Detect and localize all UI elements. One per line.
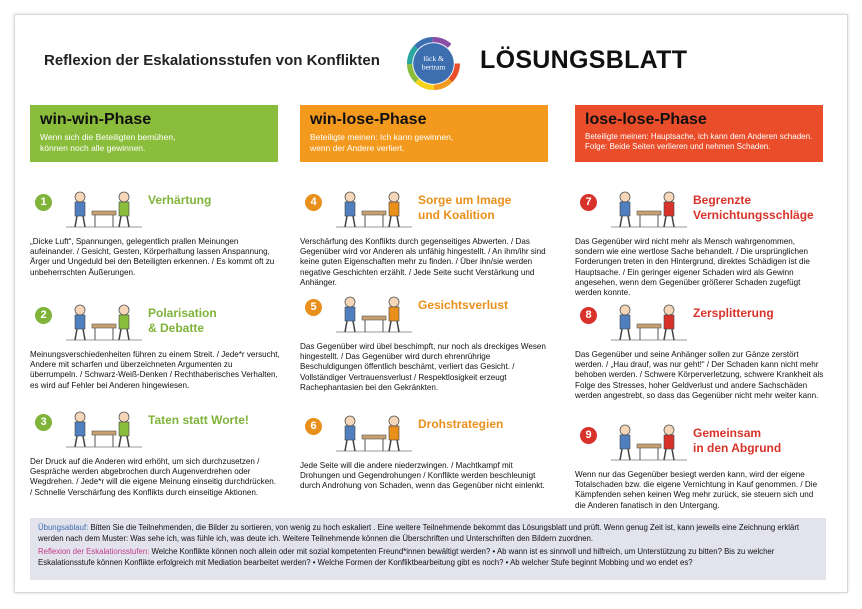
stage-title: Gemeinsam in den Abgrund bbox=[693, 426, 782, 455]
stage-number: 7 bbox=[580, 194, 597, 211]
stage-1 bbox=[30, 183, 280, 278]
stage-title: Zersplitterung bbox=[693, 306, 774, 320]
stage-description: Das Gegenüber und seine Anhänger sollen zur Gänze zerstört werden. / „Hau drauf, was nur geht!“ / Der Schaden kann nicht mehr behoben werden. / Schwere Körperverletzung, schwere Krankheit als Folge des Stresses, hoher Geldverlust und andere Sachschäden werden angestrebt, so dass das Gegenüber nicht mehr weiter kann. bbox=[575, 350, 824, 400]
stage-number: 9 bbox=[580, 427, 597, 444]
phase-column-win-win bbox=[30, 105, 278, 162]
phase-header bbox=[300, 105, 548, 162]
stage-illustration bbox=[62, 185, 146, 231]
stage-illustration bbox=[332, 185, 416, 231]
stage-description: Der Druck auf die Anderen wird erhöht, um sich durchzusetzen / Gespräche werden abgebrochen durch Augenverdrehen oder Wegdrehen. / Jede*r will die eigene Meinung einseitig durchdrücken. / Schnelle Verschärfung des Konflikts durch einseitige Aktionen. bbox=[30, 457, 276, 497]
stage-illustration bbox=[332, 290, 416, 336]
instructions-box bbox=[30, 518, 826, 580]
stage-title: Drohstrategien bbox=[418, 417, 504, 431]
stage-illustration bbox=[62, 298, 146, 344]
stage-4 bbox=[300, 183, 550, 288]
svg-text:lück &: lück & bbox=[423, 53, 444, 63]
exercise-instructions: Übungsablauf: Bitten Sie die Teilnehmenden, die Bilder zu sortieren, von wenig zu hoch eskaliert . Eine weitere Teilnehmende bekommt das Lösungsblatt und prüft. Wenn genug Zeit ist, kann jeweils eine Zeichnung erklärt werden nach dem Muster: Was sehe ich, was fühle ich, was deute ich. Weitere Teilnehmende können die Überschriften und Unterschriften den Bildern zuordnen. bbox=[38, 523, 800, 543]
phase-header bbox=[575, 105, 823, 162]
stage-description: Das Gegenüber wird übel beschimpft, nur noch als dreckiges Wesen hingestellt. / Das Gegenüber wird durch ehrenrührige Beschuldigungen öffentlich beschämt, verliert das Gesicht. / Vollständiger Vertrauensverlust / Respektlosigkeit erzeugt Rachephantasien bei den Gekränkten. bbox=[300, 342, 546, 392]
stage-description: „Dicke Luft“, Spannungen, gelegentlich prallen Meinungen aufeinander. / Gesicht, Gesten, Körperhaltung lassen Anspannung, Ärger und Ungeduld bei den Beteiligten erkennen. / Es kommt oft zu unbeherrschten Äußerungen. bbox=[30, 237, 275, 277]
stage-number: 1 bbox=[35, 194, 52, 211]
stage-description: Das Gegenüber wird nicht mehr als Mensch wahrgenommen, sondern wie eine wertlose Sache behandelt. / Die ursprünglichen Forderungen treten in den Hintergrund, direktes Schädigen ist die Hauptsache. / Ein geringer eigener Schaden wird als Gewinn angesehen, wenn dem Gegenüber größerer Schaden zugefügt werden konnte. bbox=[575, 237, 810, 298]
stage-illustration bbox=[607, 418, 691, 464]
phase-column-win-lose bbox=[300, 105, 548, 162]
stage-number: 5 bbox=[305, 299, 322, 316]
stage-description: Meinungsverschiedenheiten führen zu einem Streit. / Jede*r versucht, Andere mit scharfen und überzeichneten Argumenten zu überrumpeln. / Schwarz-Weiß-Denken / Rechthaberisches Verhalten, es wird auf Fehler bei Anderen hingewiesen. bbox=[30, 350, 280, 390]
phase-header bbox=[30, 105, 278, 162]
stage-title: Begrenzte Vernichtungsschläge bbox=[693, 193, 814, 222]
phase-description: Wenn sich die Beteiligten bemühen, können noch alle gewinnen. bbox=[40, 132, 176, 153]
phase-description: Beteiligte meinen: Ich kann gewinnen, wenn der Andere verliert. bbox=[310, 132, 454, 153]
stage-number: 4 bbox=[305, 194, 322, 211]
page-title: Reflexion der Eskalationsstufen von Konflikten bbox=[44, 52, 380, 69]
stage-3 bbox=[30, 403, 280, 498]
phase-column-lose-lose bbox=[575, 105, 823, 162]
stage-illustration bbox=[332, 409, 416, 455]
stage-5 bbox=[300, 288, 550, 393]
lueck-bertram-logo bbox=[407, 37, 460, 90]
stage-8 bbox=[575, 296, 825, 401]
stage-number: 8 bbox=[580, 307, 597, 324]
stage-illustration bbox=[62, 405, 146, 451]
stage-title: Taten statt Worte! bbox=[148, 413, 249, 427]
stage-title: Gesichtsverlust bbox=[418, 298, 509, 312]
phase-description: Beteiligte meinen: Hauptsache, ich kann dem Anderen schaden. Folge: Beide Seiten verlieren und nehmen Schaden. bbox=[585, 132, 813, 151]
stage-illustration bbox=[607, 185, 691, 231]
reflection-questions: Reflexion der Eskalationsstufen: Welche Konflikte können noch allein oder mit sozial kompetenten Freund*innen bewältigt werden? • Ab wann ist es sinnvoll und hilfreich, um Unterstützung zu bitten? Bis zu welcher Eskalationsstufe können Konflikte erfolgreich mit Mediation bearbeitet werden? • Welche Formen der Konfliktbearbeitung gibt es noch? • Ab welcher Stufe beginnt Mobbing und wo endet es? bbox=[38, 547, 775, 567]
phase-title: win-win-Phase bbox=[40, 111, 152, 128]
svg-text:bertram: bertram bbox=[421, 62, 446, 72]
stage-title: Polarisation & Debatte bbox=[148, 306, 217, 335]
stage-number: 3 bbox=[35, 414, 52, 431]
phase-title: lose-lose-Phase bbox=[585, 111, 707, 128]
stage-2 bbox=[30, 296, 280, 391]
phase-title: win-lose-Phase bbox=[310, 111, 427, 128]
stage-description: Verschärfung des Konflikts durch gegenseitiges Abwerten. / Das Gegenüber wird vor Anderen als unfähig hingestellt. / An ihm/ihr sind keine guten Eigenschaften mehr zu finden. / Über ihn/sie werden negative Geschichten erzählt. / Jede Seite sucht Verstärkung und Anhänger. bbox=[300, 237, 546, 287]
stage-description: Wenn nur das Gegenüber besiegt werden kann, wird der eigene Totalschaden bzw. die eigene Vernichtung in Kauf genommen. / Die Kämpfenden sehen keinen Weg mehr zurück, sie steuern sich und die Anderen fanatisch in den Untergang. bbox=[575, 470, 818, 510]
solution-sheet-title: LÖSUNGSBLATT bbox=[480, 46, 688, 74]
stage-9 bbox=[575, 416, 825, 511]
stage-title: Verhärtung bbox=[148, 193, 212, 207]
stage-6 bbox=[300, 407, 550, 492]
stage-7 bbox=[575, 183, 825, 298]
stage-number: 2 bbox=[35, 307, 52, 324]
stage-illustration bbox=[607, 298, 691, 344]
stage-number: 6 bbox=[305, 418, 322, 435]
stage-title: Sorge um Image und Koalition bbox=[418, 193, 512, 222]
stage-description: Jede Seite will die andere niederzwingen. / Machtkampf mit Drohungen und Gegendrohungen / Konflikte werden beschleunigt durch Androhung von Schaden, wenn das Gegenüber nicht einlenkt. bbox=[300, 461, 545, 491]
